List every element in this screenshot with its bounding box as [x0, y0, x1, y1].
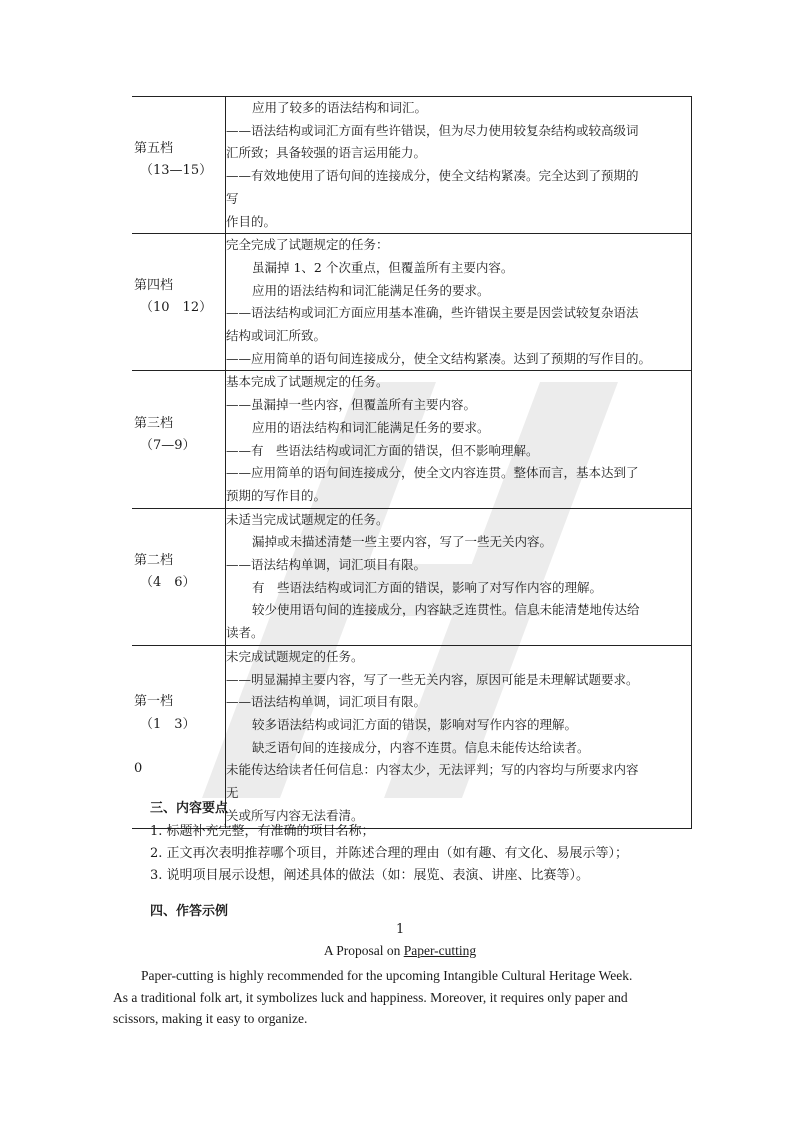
content-points-title: 三、内容要点 [150, 801, 229, 816]
rubric-criterion-line: ——有 些语法结构或词汇方面的错误，但不影响理解。 [226, 442, 539, 458]
rubric-criterion-line: 关或所写内容无法看清。 [226, 807, 364, 823]
sample-number: 1 [396, 922, 405, 937]
rubric-criterion-line: 有 些语法结构或词汇方面的错误，影响了对写作内容的理解。 [252, 579, 603, 595]
rubric-level-cell [132, 508, 226, 645]
rubric-criterion-line: 预期的写作目的。 [226, 487, 327, 503]
rubric-description-cell [226, 97, 692, 234]
rubric-criterion-line: ——有效地使用了语句间的连接成分，使全文结构紧凑。完全达到了预期的 [226, 168, 639, 184]
rubric-criterion-line: 未适当完成试题规定的任务。 [226, 511, 389, 527]
rubric-level-name: 第一档 [134, 694, 174, 710]
rubric-criterion-line: ——应用简单的语句间连接成分，使全文内容连贯。整体而言，基本达到了 [226, 465, 639, 481]
rubric-description-cell [226, 508, 692, 645]
rubric-level-name: 第三档 [134, 415, 174, 431]
rubric-criterion-line: 应用了较多的语法结构和词汇。 [252, 100, 428, 115]
rubric-level-name: 第五档 [134, 141, 174, 157]
content-point-3: 3. 说明项目展示设想，阐述具体的做法（如：展览、表演、讲座、比赛等）。 [150, 868, 590, 883]
rubric-level-name: 第四档 [134, 278, 174, 294]
essay-title-prefix: A Proposal on [323, 943, 404, 958]
essay-title [0, 943, 800, 959]
rubric-criterion-line: 较少使用语句间的连接成分，内容缺乏连贯性。信息未能清楚地传达给 [252, 602, 640, 618]
rubric-criterion-line: 读者。 [226, 625, 264, 641]
rubric-level-zero: 0 [134, 761, 143, 777]
essay-body [113, 965, 693, 1030]
rubric-criterion-line: 较多语法结构或词汇方面的错误，影响对写作内容的理解。 [252, 716, 578, 732]
essay-title-topic: Paper-cutting [403, 943, 477, 958]
rubric-level-name: 第二档 [134, 552, 174, 568]
rubric-level-range: （4 6） [140, 574, 196, 590]
rubric-criterion-line: 基本完成了试题规定的任务。 [226, 374, 389, 390]
rubric-criterion-line: 应用的语法结构和词汇能满足任务的要求。 [252, 282, 490, 298]
sample-answer-title: 四、作答示例 [150, 904, 229, 919]
rubric-criterion-line: ——语法结构或词汇方面应用基本准确，些许错误主要是因尝试较复杂语法 [226, 305, 639, 321]
rubric-criterion-line: ——语法结构单调，词汇项目有限。 [226, 557, 427, 573]
rubric-criterion-line: 应用的语法结构和词汇能满足任务的要求。 [252, 419, 490, 435]
rubric-criterion-line: 写 [226, 190, 239, 206]
rubric-criterion-line: 虽漏掉 1、2 个次重点，但覆盖所有主要内容。 [252, 259, 514, 275]
rubric-row [132, 508, 692, 645]
rubric-criterion-line: 缺乏语句间的连接成分，内容不连贯。信息未能传达给读者。 [252, 739, 590, 755]
rubric-criterion-line: 未完成试题规定的任务。 [226, 648, 364, 664]
rubric-level-range: （7—9） [140, 437, 196, 453]
essay-line: scissors, making it easy to organize. [113, 1011, 308, 1026]
content-point-2: 2. 正文再次表明推荐哪个项目，并陈述合理的理由（如有趣、有文化、易展示等）； [150, 846, 629, 861]
rubric-criterion-line: 未能传达给读者任何信息：内容太少，无法评判；写的内容均与所要求内容 [226, 762, 639, 778]
rubric-criterion-line: 无 [226, 785, 239, 801]
rubric-row [132, 234, 692, 371]
rubric-criterion-line: 作目的。 [226, 213, 277, 229]
rubric-description-cell [226, 645, 692, 828]
essay-line: As a traditional folk art, it symbolizes luck and happiness. Moreover, it requires only paper and [113, 989, 628, 1005]
rubric-level-range: （13—15） [140, 163, 213, 179]
rubric-row [132, 371, 692, 508]
rubric-level-cell [132, 234, 226, 371]
rubric-criterion-line: ——应用简单的语句间连接成分，使全文结构紧凑。达到了预期的写作目的。 [226, 350, 652, 366]
rubric-row [132, 97, 692, 234]
rubric-level-cell [132, 97, 226, 234]
rubric-criterion-line: 结构或词汇所致。 [226, 328, 327, 344]
essay-line: Paper-cutting is highly recommended for the upcoming Intangible Cultural Heritage Week. [141, 968, 633, 983]
content-point-1: 1. 标题补充完整，有准确的项目名称； [150, 824, 375, 839]
rubric-level-range: （1 3） [140, 717, 196, 733]
rubric-criterion-line: ——虽漏掉一些内容，但覆盖所有主要内容。 [226, 397, 477, 413]
scoring-rubric-table [132, 96, 692, 829]
rubric-criterion-line: 漏掉或未描述清楚一些主要内容，写了一些无关内容。 [252, 534, 553, 550]
rubric-criterion-line: 汇所致；具备较强的语言运用能力。 [226, 145, 427, 161]
rubric-level-cell [132, 371, 226, 508]
rubric-description-cell [226, 371, 692, 508]
rubric-criterion-line: ——明显漏掉主要内容，写了一些无关内容，原因可能是未理解试题要求。 [226, 671, 639, 687]
rubric-criterion-line: ——语法结构单调，词汇项目有限。 [226, 694, 427, 710]
rubric-level-range: （10 12） [140, 300, 213, 316]
rubric-criterion-line: 完全完成了试题规定的任务： [226, 237, 389, 253]
rubric-criterion-line: ——语法结构或词汇方面有些许错误，但为尽力使用较复杂结构或较高级词 [226, 122, 639, 138]
rubric-description-cell [226, 234, 692, 371]
